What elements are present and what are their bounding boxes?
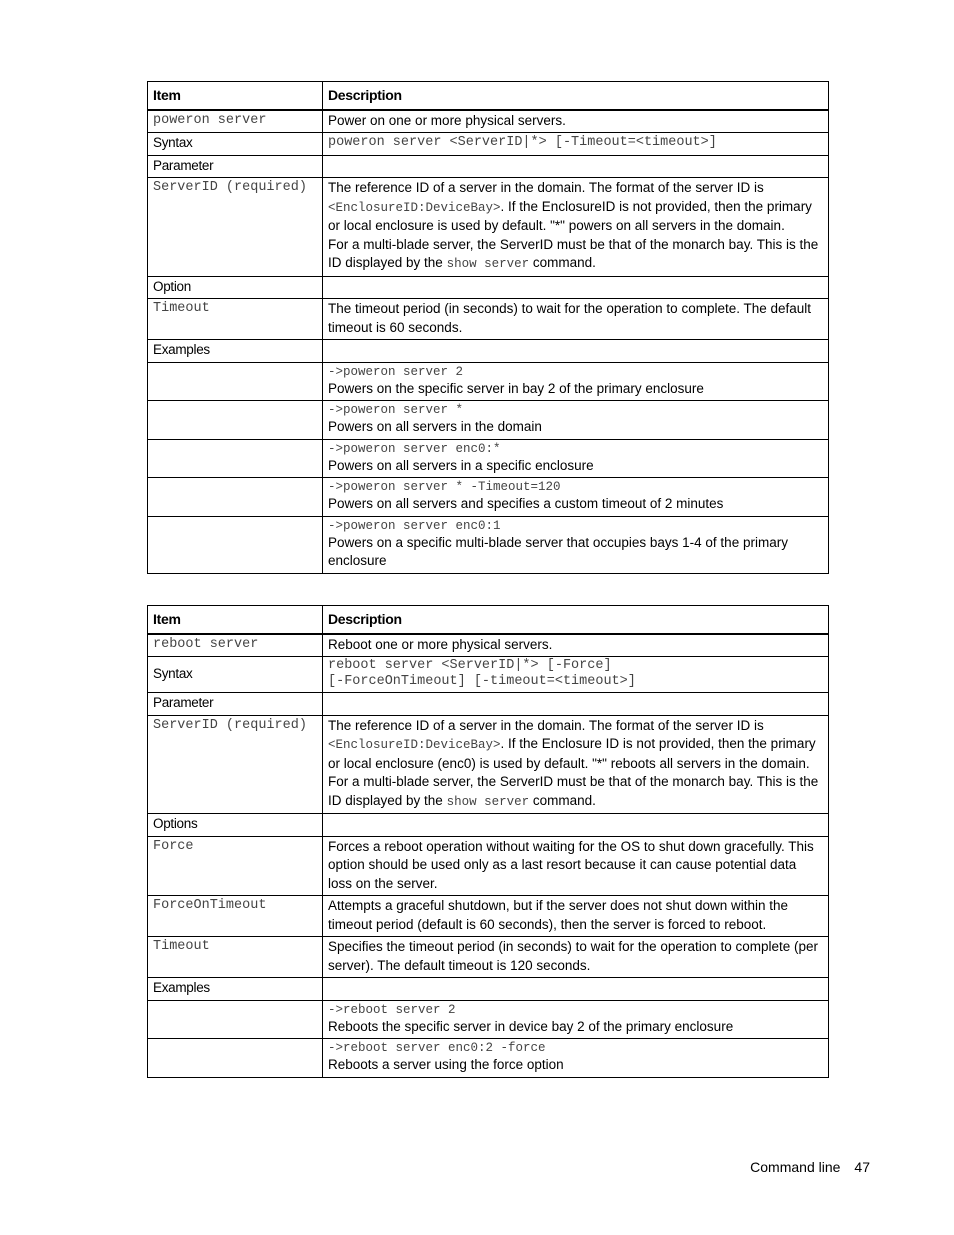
option-row [148,896,829,937]
options-label: Options [148,814,323,837]
reboot-server-table [147,605,829,1078]
empty-cell [323,155,829,178]
example-description: Reboots the specific server in device bay 2 of the primary enclosure [328,1018,734,1034]
example-row [148,439,829,478]
empty-cell [148,478,323,517]
example-command: ->poweron server * -Timeout=120 [328,480,561,494]
example-cell [323,1000,829,1039]
header-item: Item [148,82,323,110]
example-description: Powers on all servers in the domain [328,419,542,434]
parameter-desc-d: command. [529,792,596,808]
header-item: Item [148,606,323,634]
parameter-label: Parameter [148,693,323,716]
empty-cell [323,276,829,299]
page-number: 47 [854,1159,870,1175]
parameter-desc-c: For a multi-blade server, the ServerID must be that of the monarch bay. This is the ID displayed by the [328,236,819,270]
example-description: Reboots a server using the force option [328,1057,564,1072]
parameter-name: ServerID (required) [148,715,323,814]
examples-label: Examples [148,978,323,1001]
parameter-desc-code: <EnclosureID:DeviceBay> [328,200,501,215]
syntax-label: Syntax [148,133,323,156]
command-description: Power on one or more physical servers. [323,110,829,133]
option-name: Timeout [148,937,323,978]
empty-cell [148,362,323,401]
option-label-row [148,276,829,299]
example-row [148,362,829,401]
command-description: Reboot one or more physical servers. [323,634,829,657]
parameter-desc-line2 [328,773,824,811]
examples-label-row [148,978,829,1001]
example-row [148,1039,829,1078]
footer-section-title: Command line [750,1159,841,1175]
command-name: reboot server [148,634,323,657]
parameter-desc-a: The reference ID of a server in the domain. The format of the server ID is [328,180,764,195]
empty-cell [148,1039,323,1078]
parameter-desc-code2: show server [446,257,530,271]
example-row [148,401,829,440]
syntax-value [323,657,829,693]
parameter-row [148,715,829,814]
empty-cell [148,1000,323,1039]
parameter-row [148,178,829,277]
example-description: Powers on all servers in a specific enclosure [328,457,594,473]
example-cell [323,401,829,440]
header-description: Description [323,82,829,110]
option-description: The timeout period (in seconds) to wait for the operation to complete. The default timeout is 60 seconds. [323,299,829,340]
parameter-desc-d: command. [529,255,596,270]
syntax-label: Syntax [148,657,323,693]
option-label: Option [148,276,323,299]
parameter-description [323,178,829,277]
command-name: poweron server [148,110,323,133]
examples-label: Examples [148,340,323,363]
example-command: ->poweron server * [328,403,464,417]
empty-cell [323,693,829,716]
command-row [148,634,829,657]
parameter-desc-b: . If the EnclosureID is not provided, then the primary or local enclosure is used by default. "*" powers on all servers in the domain. [328,198,812,233]
example-row [148,1000,829,1039]
parameter-label-row [148,155,829,178]
example-cell [323,439,829,478]
parameter-description [323,715,829,814]
example-cell [323,478,829,517]
page-footer [750,1159,870,1175]
parameter-desc-b: . If the Enclosure ID is not provided, then the primary or local enclosure (enc0) is used by default. "*" reboots all servers in the domain. [328,736,816,771]
example-command: ->poweron server enc0:1 [328,518,501,533]
empty-cell [323,814,829,837]
example-command: ->reboot server 2 [328,1002,456,1017]
option-name: ForceOnTimeout [148,896,323,937]
parameter-desc-a: The reference ID of a server in the domain. The format of the server ID is [328,717,764,733]
example-cell [323,516,829,573]
syntax-row [148,133,829,156]
parameter-desc-code: <EnclosureID:DeviceBay> [328,738,501,752]
option-row [148,937,829,978]
empty-cell [148,401,323,440]
example-description: Powers on a specific multi-blade server that occupies bays 1-4 of the primary enclosure [328,534,788,568]
example-cell [323,362,829,401]
parameter-desc-c: For a multi-blade server, the ServerID must be that of the monarch bay. This is the ID displayed by the [328,774,819,808]
option-description: Forces a reboot operation without waiting for the OS to shut down gracefully. This option should be used only as a last resort because it can cause potential data loss on the server. [323,836,829,896]
example-description: Powers on the specific server in bay 2 of the primary enclosure [328,380,704,396]
example-cell [323,1039,829,1078]
parameter-name: ServerID (required) [148,178,323,277]
syntax-row [148,657,829,693]
header-description: Description [323,606,829,634]
empty-cell [148,439,323,478]
syntax-line-2: [-ForceOnTimeout] [-timeout=<timeout>] [328,674,636,689]
table-header-row [148,606,829,634]
poweron-server-table [147,81,829,574]
empty-cell [148,516,323,573]
empty-cell [323,340,829,363]
examples-label-row [148,340,829,363]
example-command: ->reboot server enc0:2 -force [328,1041,546,1055]
option-name: Timeout [148,299,323,340]
command-row [148,110,829,133]
parameter-desc-code2: show server [446,794,530,809]
table-header-row [148,82,829,110]
example-row [148,516,829,573]
parameter-desc-line2 [328,236,824,274]
option-description: Attempts a graceful shutdown, but if the server does not shut down within the timeout period (default is 60 seconds), then the server is forced to reboot. [323,896,829,937]
option-row [148,836,829,896]
syntax-line-1: reboot server <ServerID|*> [-Force] [328,658,612,673]
example-description: Powers on all servers and specifies a custom timeout of 2 minutes [328,496,724,511]
example-command: ->poweron server 2 [328,364,464,379]
example-command: ->poweron server enc0:* [328,441,501,456]
option-row [148,299,829,340]
syntax-value: poweron server <ServerID|*> [-Timeout=<timeout>] [323,133,829,156]
example-row [148,478,829,517]
option-name: Force [148,836,323,896]
options-label-row [148,814,829,837]
parameter-label: Parameter [148,155,323,178]
empty-cell [323,978,829,1001]
option-description: Specifies the timeout period (in seconds) to wait for the operation to complete (per server). The default timeout is 120 seconds. [323,937,829,978]
parameter-label-row [148,693,829,716]
